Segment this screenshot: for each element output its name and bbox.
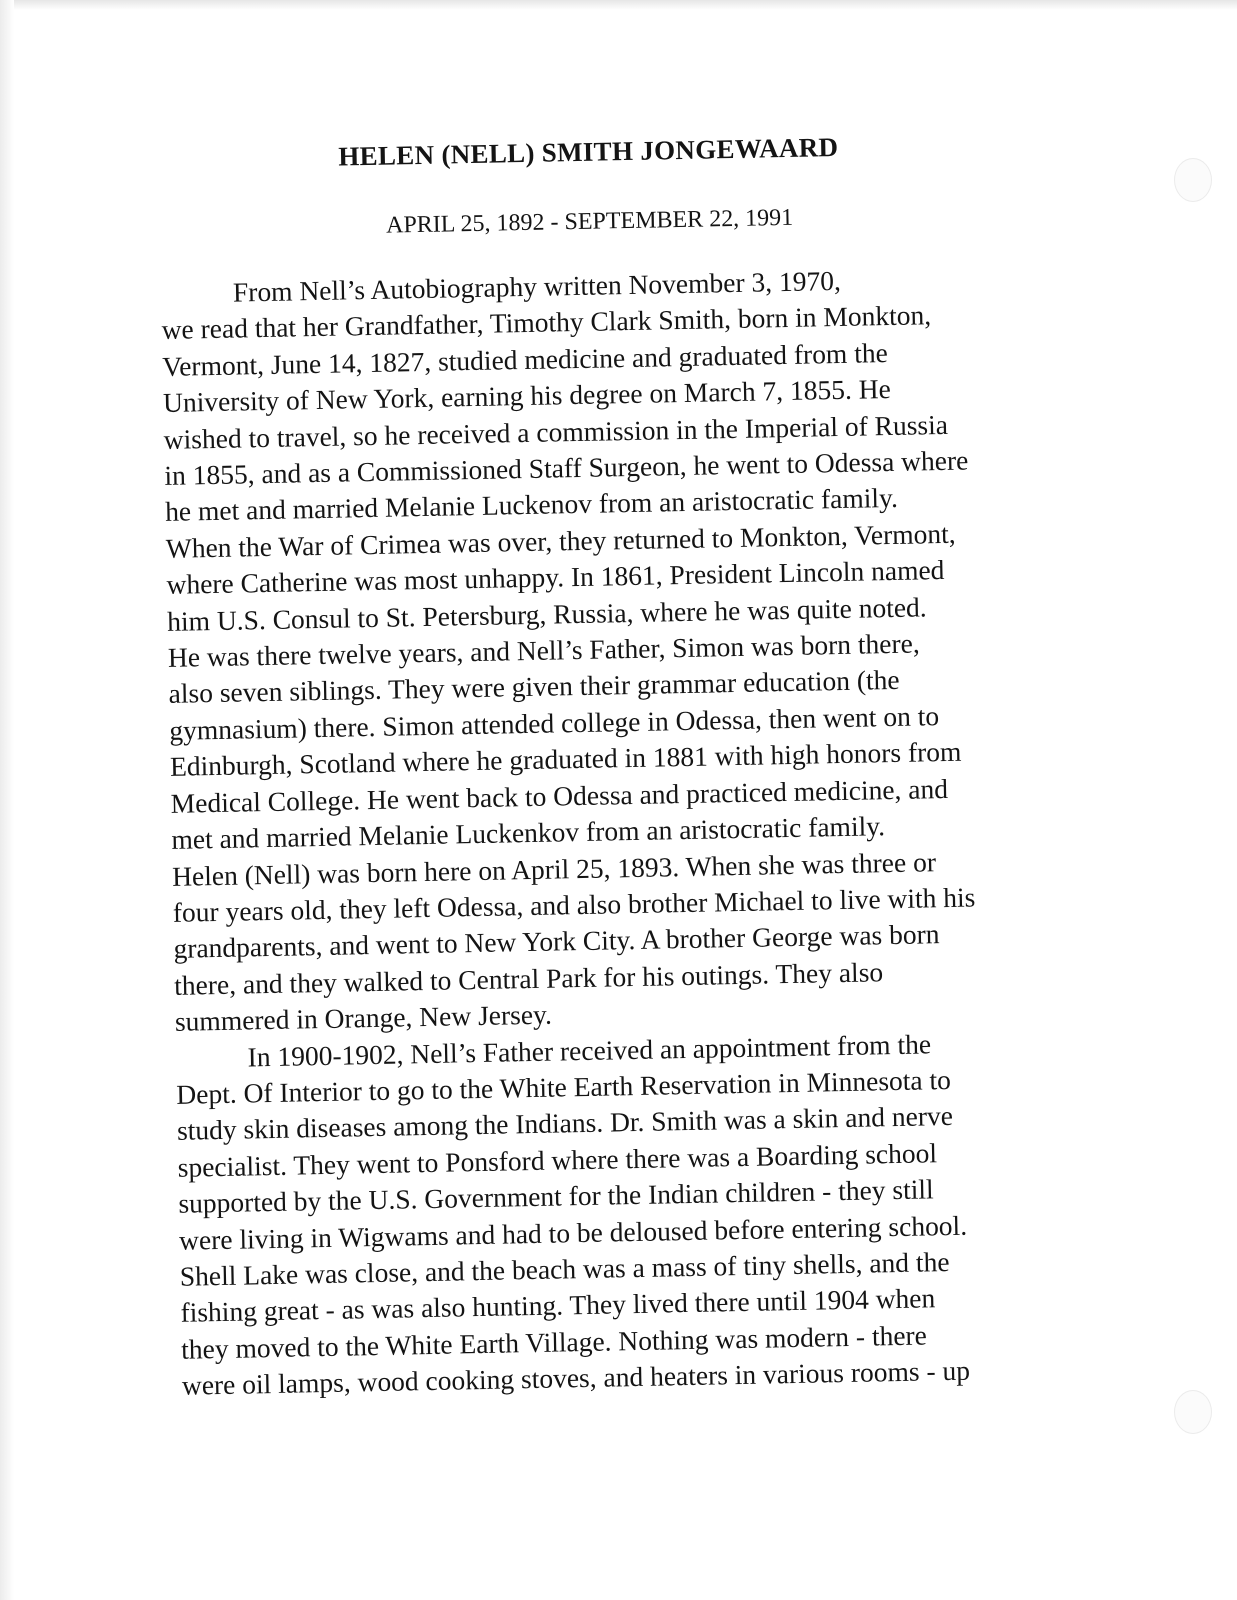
- page-left-edge: [0, 0, 14, 1600]
- text-line: Medical College. He went back to Odessa and practiced medicine, and: [170, 772, 949, 819]
- text-line: supported by the U.S. Government for the Indian children - they still: [178, 1173, 934, 1219]
- document-page: [158, 122, 1112, 1404]
- punch-hole-bottom: [1174, 1390, 1212, 1434]
- page-top-edge: [0, 0, 1237, 10]
- document-title: HELEN (NELL) SMITH JONGEWAARD: [338, 131, 839, 172]
- text-line: Vermont, June 14, 1827, studied medicine and graduated from the: [162, 336, 889, 382]
- text-line: four years old, they left Odessa, and also brother Michael to live with his: [172, 881, 976, 928]
- text-line: From Nell’s Autobiography written November 3, 1970,: [232, 264, 842, 308]
- text-line: we read that her Grandfather, Timothy Clark Smith, born in Monkton,: [161, 299, 932, 346]
- text-line: him U.S. Consul to St. Petersburg, Russia, where he was quite noted.: [166, 590, 927, 637]
- text-line: Helen (Nell) was born here on April 25, 1893. When she was three or: [171, 845, 937, 892]
- text-line: University of New York, earning his degree on March 7, 1855. He: [162, 373, 892, 419]
- text-line: When the War of Crimea was over, they returned to Monkton, Vermont,: [165, 517, 956, 564]
- text-line: were oil lamps, wood cooking stoves, and heaters in various rooms - up: [181, 1354, 971, 1401]
- text-line: Dept. Of Interior to go to the White Earth Reservation in Minnesota to: [176, 1063, 952, 1110]
- text-line: Shell Lake was close, and the beach was a mass of tiny shells, and the: [179, 1245, 950, 1292]
- paragraph-1: [161, 258, 1106, 1040]
- text-line: summered in Orange, New Jersey.: [174, 998, 553, 1037]
- text-line: also seven siblings. They were given their grammar education (the: [168, 664, 900, 710]
- life-dates: APRIL 25, 1892 - SEPTEMBER 22, 1991: [385, 204, 794, 239]
- text-line: grandparents, and went to New York City. A brother George was born: [173, 918, 940, 965]
- text-line: met and married Melanie Luckenkov from an aristocratic family.: [171, 810, 886, 855]
- text-line: fishing great - as was also hunting. They lived there until 1904 when: [180, 1282, 936, 1329]
- text-line: there, and they walked to Central Park for his outings. They also: [173, 955, 884, 1001]
- text-line: gymnasium) there. Simon attended college in Odessa, then went on to: [169, 699, 940, 746]
- text-line: In 1900-1902, Nell’s Father received an appointment from the: [247, 1027, 932, 1072]
- text-line: study skin diseases among the Indians. Dr. Smith was a skin and nerve: [176, 1100, 954, 1147]
- text-line: specialist. They went to Ponsford where there was a Boarding school: [177, 1136, 938, 1183]
- text-line: Edinburgh, Scotland where he graduated in 1881 with high honors from: [169, 735, 962, 783]
- text-line: where Catherine was most unhappy. In 1861, President Lincoln named: [166, 554, 945, 601]
- text-line: were living in Wigwams and had to be deloused before entering school.: [178, 1209, 968, 1256]
- text-line: He was there twelve years, and Nell’s Father, Simon was born there,: [167, 627, 920, 673]
- text-line: he met and married Melanie Luckenov from an aristocratic family.: [164, 482, 899, 528]
- text-line: they moved to the White Earth Village. Nothing was modern - there: [180, 1319, 928, 1365]
- text-line: in 1855, and as a Commissioned Staff Surgeon, he went to Odessa where: [164, 444, 969, 491]
- paragraph-2: [175, 1023, 1112, 1405]
- punch-hole-top: [1174, 158, 1212, 202]
- text-line: wished to travel, so he received a commission in the Imperial of Russia: [163, 408, 949, 455]
